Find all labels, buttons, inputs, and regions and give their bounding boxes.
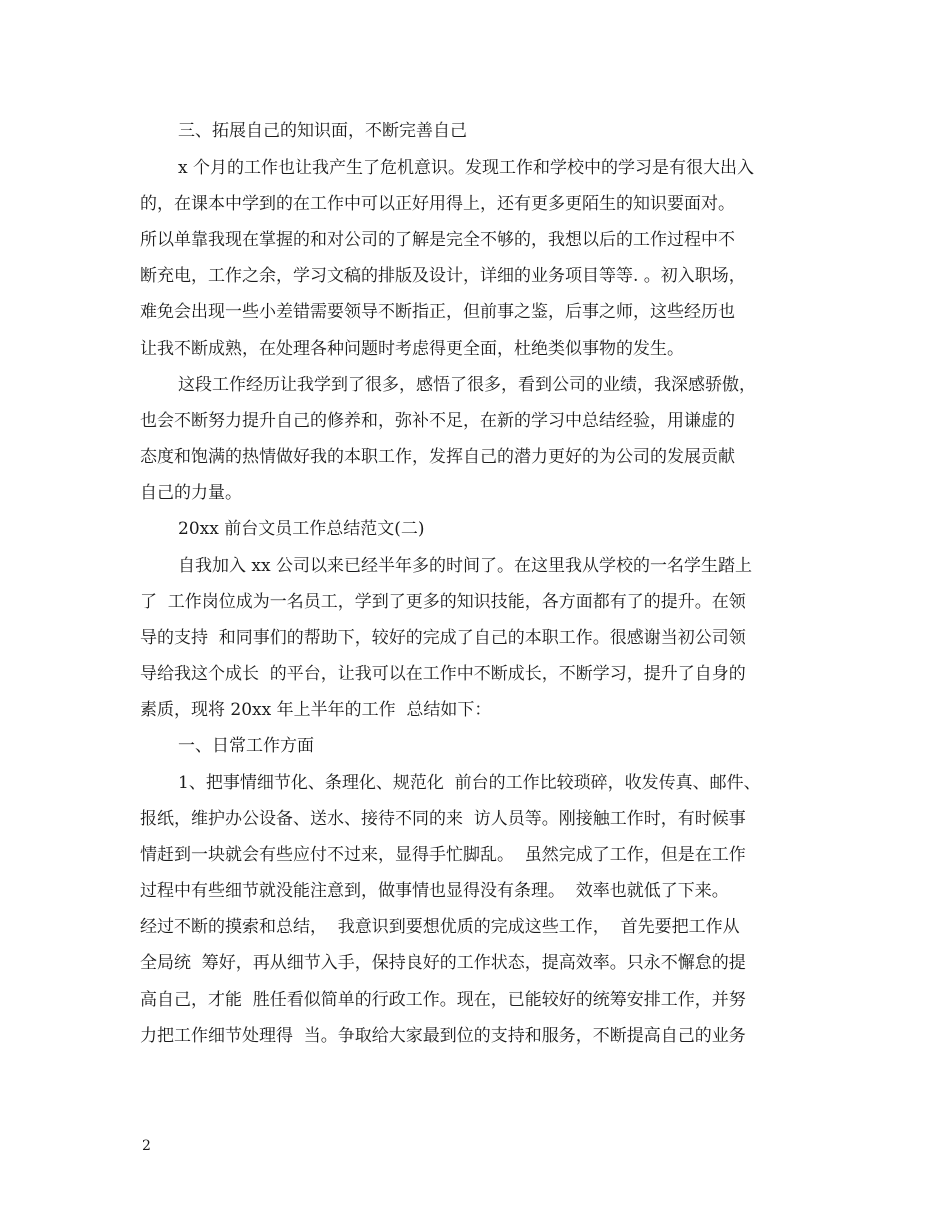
section-heading: 三、拓展自己的知识面，不断完善自己: [178, 121, 467, 141]
paragraph-line: 自己的力量。: [140, 483, 242, 503]
paragraph-line: 素质，现将 20xx 年上半年的工作 总结如下：: [140, 700, 492, 720]
paragraph-line: 难免会出现一些小差错需要领导不断指正，但前事之鉴，后事之师，这些经历也: [140, 302, 735, 322]
paragraph-line: 了 工作岗位成为一名员工，学到了更多的知识技能，各方面都有了的提升。在领: [140, 592, 746, 612]
section-heading: 20xx 前台文员工作总结范文(二): [178, 519, 425, 539]
paragraph-line: 也会不断努力提升自己的修养和，弥补不足，在新的学习中总结经验，用谦虚的: [140, 411, 735, 431]
page-number: 2: [142, 1138, 151, 1154]
paragraph-line: 断充电，工作之余，学习文稿的排版及设计，详细的业务项目等等. 。初入职场，: [140, 266, 746, 286]
paragraph-line: 的，在课本中学到的在工作中可以正好用得上，还有更多更陌生的知识要面对。: [140, 194, 735, 214]
paragraph-line: 这段工作经历让我学到了很多，感悟了很多，看到公司的业绩，我深感骄傲，: [178, 375, 756, 395]
paragraph-line: 高自己，才能 胜任看似简单的行政工作。现在，已能较好的统筹安排工作，并努: [140, 990, 746, 1010]
paragraph-line: 经过不断的摸索和总结， 我意识到要想优质的完成这些工作， 首先要把工作从: [140, 917, 740, 937]
paragraph-line: 全局统 筹好，再从细节入手，保持良好的工作状态，提高效率。只永不懈怠的提: [140, 953, 746, 973]
paragraph-line: 情赶到一块就会有些应付不过来，显得手忙脚乱。 虽然完成了工作，但是在工作: [140, 845, 746, 865]
paragraph-line: 导的支持 和同事们的帮助下，较好的完成了自己的本职工作。很感谢当初公司领: [140, 628, 746, 648]
paragraph-line: 力把工作细节处理得 当。争取给大家最到位的支持和服务，不断提高自己的业务: [140, 1026, 746, 1046]
paragraph-line: 过程中有些细节就没能注意到，做事情也显得没有条理。 效率也就低了下来。: [140, 881, 729, 901]
section-heading: 一、日常工作方面: [178, 736, 314, 756]
paragraph-line: x 个月的工作也让我产生了危机意识。发现工作和学校中的学习是有很大出入: [178, 158, 754, 178]
paragraph-line: 让我不断成熟，在处理各种问题时考虑得更全面，杜绝类似事物的发生。: [140, 339, 684, 359]
paragraph-line: 自我加入 xx 公司以来已经半年多的时间了。在这里我从学校的一名学生踏上: [178, 556, 752, 576]
paragraph-line: 1、把事情细节化、条理化、规范化 前台的工作比较琐碎，收发传真、邮件、: [178, 773, 761, 793]
paragraph-line: 导给我这个成长 的平台，让我可以在工作中不断成长，不断学习，提升了自身的: [140, 664, 746, 684]
paragraph-line: 报纸，维护办公设备、送水、接待不同的来 访人员等。刚接触工作时，有时候事: [140, 809, 746, 829]
paragraph-line: 所以单靠我现在掌握的和对公司的了解是完全不够的，我想以后的工作过程中不: [140, 230, 735, 250]
paragraph-line: 态度和饱满的热情做好我的本职工作，发挥自己的潜力更好的为公司的发展贡献: [140, 447, 735, 467]
